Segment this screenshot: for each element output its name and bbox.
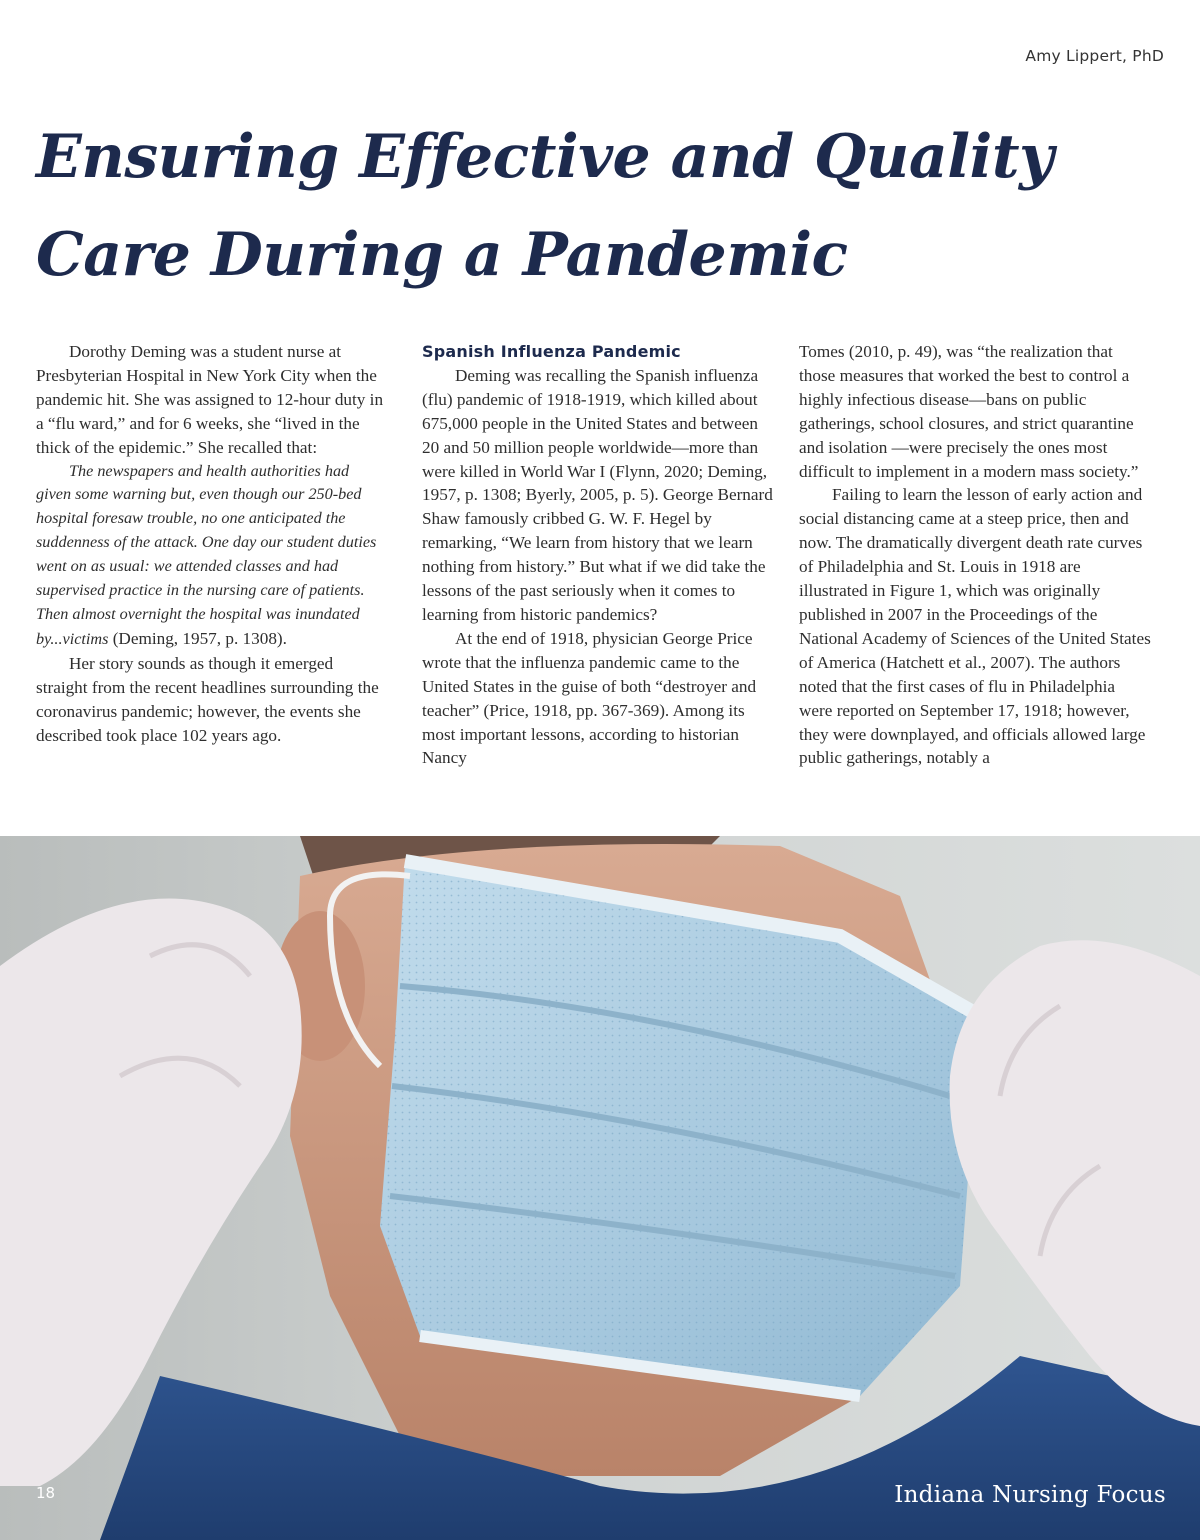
paragraph: Tomes (2010, p. 49), was “the realization that those measures that worked the best to control a highly infectious disease—bans on public gatherings, school closures, and strict quarantine and isolation —were precisely the ones most difficult to implement in a modern mass society.” <box>799 342 1139 481</box>
section-heading: Spanish Influenza Pandemic <box>422 342 681 361</box>
article-title-line-2: Care During a Pandemic <box>36 220 848 290</box>
paragraph: Deming was recalling the Spanish influenza (flu) pandemic of 1918-1919, which killed about 675,000 people in the United States and between 20 and 50 million people worldwide—more than were killed in World War I (Flynn, 2020; Deming, 1957, p. 1308; Byerly, 2005, p. 5). George Bernard Shaw famously cribbed G. W. F. Hegel by remarking, “We learn from history that we learn nothing from history.” But what if we did take the lessons of the past seriously when it comes to learning from historic pandemics? <box>422 365 773 624</box>
page-number: 18 <box>36 1484 56 1502</box>
publication-name: Indiana Nursing Focus <box>894 1482 1166 1508</box>
article-title-line-1: Ensuring Effective and Quality <box>36 122 1054 192</box>
quote-citation: (Deming, 1957, p. 1308). <box>108 628 287 648</box>
block-quote <box>36 460 388 652</box>
text-column-3 <box>799 340 1151 770</box>
quote-text: The newspapers and health authorities had given some warning but, even though our 250-bed hospital foresaw trouble, no one anticipated the suddenness of the attack. One day our student duties went on as usual: we attended classes and had supervised practice in the nursing care of patients. Then almost overnight the hospital was inundated by...victims <box>36 461 377 648</box>
article-title <box>36 108 1156 304</box>
hero-photo-nurse-mask <box>0 836 1200 1540</box>
photo-illustration <box>0 836 1200 1540</box>
article-body <box>0 340 1200 830</box>
text-column-2 <box>422 340 774 770</box>
paragraph: Failing to learn the lesson of early action and social distancing came at a steep price, then and now. The dramatically divergent death rate curves of Philadelphia and St. Louis in 1918 are illustrated in Figure 1, which was originally published in 2007 in the Proceedings of the National Academy of Sciences of the United States of America (Hatchett et al., 2007). The authors noted that the first cases of flu in Philadelphia were reported on September 17, 1918; however, they were downplayed, and officials allowed large public gatherings, notably a <box>799 485 1151 768</box>
paragraph: Her story sounds as though it emerged straight from the recent headlines surrounding the coronavirus pandemic; however, the events she described took place 102 years ago. <box>36 653 379 745</box>
paragraph: Dorothy Deming was a student nurse at Presbyterian Hospital in New York City when the pandemic hit. She was assigned to 12-hour duty in a “flu ward,” and for 6 weeks, she “lived in the thick of the epidemic.” She recalled that: <box>36 342 384 457</box>
paragraph: At the end of 1918, physician George Price wrote that the influenza pandemic came to the United States in the guise of both “destroyer and teacher” (Price, 1918, pp. 367-369). Among its most important lessons, according to historian Nancy <box>422 628 757 768</box>
text-column-1 <box>36 340 388 747</box>
author-byline: Amy Lippert, PhD <box>1025 47 1164 65</box>
